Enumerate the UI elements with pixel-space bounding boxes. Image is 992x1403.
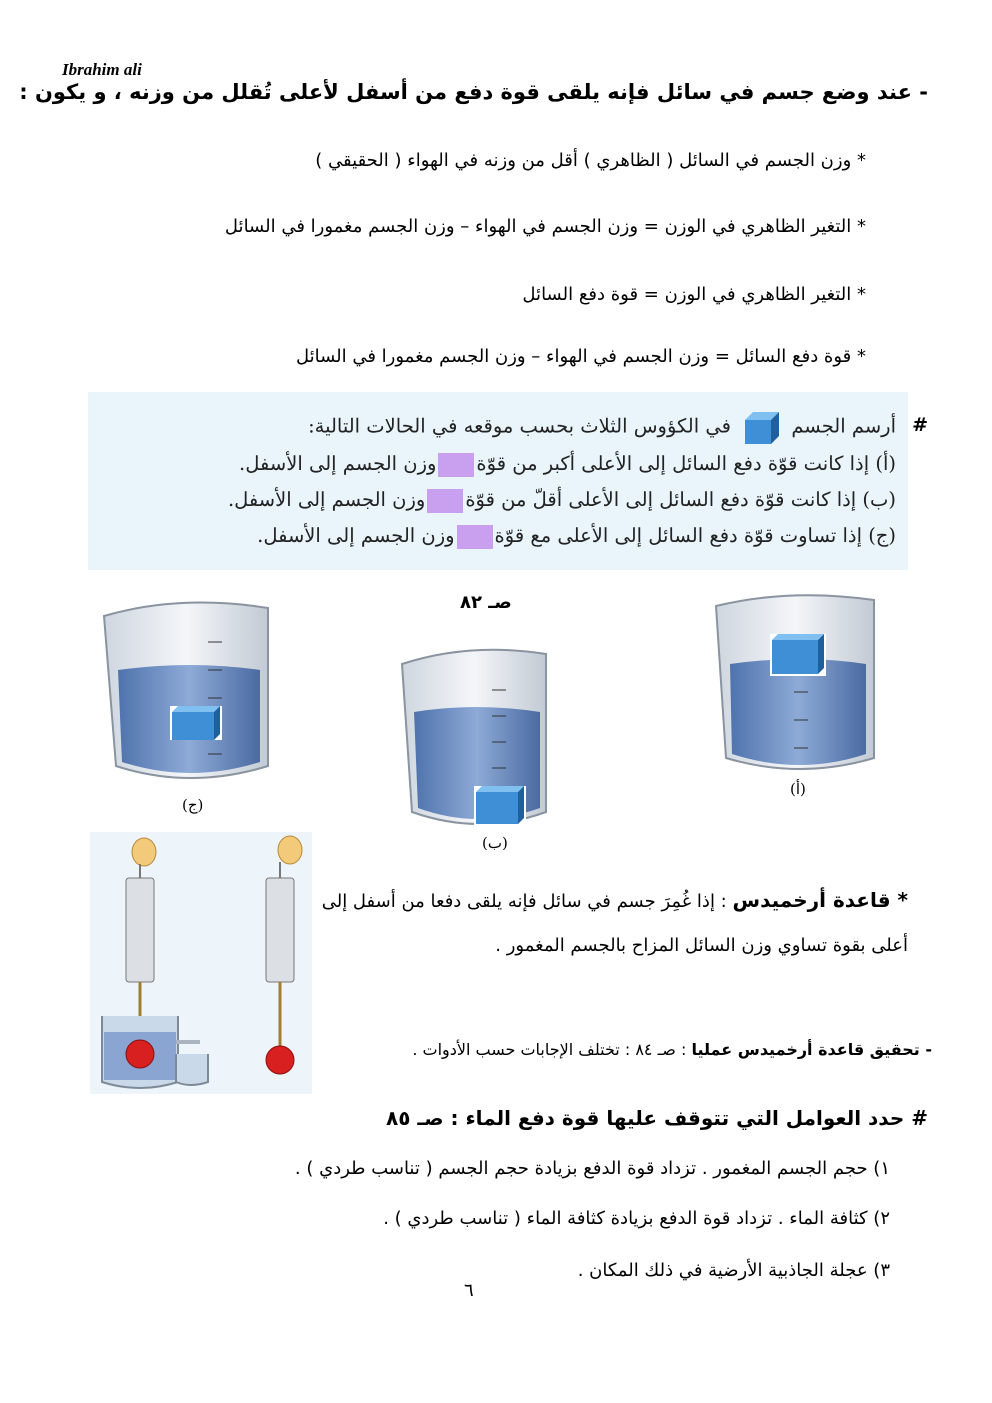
answer-box-c[interactable] [457,525,493,549]
bullet-2: * التغير الظاهري في الوزن = وزن الجسم في الهواء – وزن الجسم مغمورا في السائل [224,216,866,237]
bullet-1: * وزن الجسم في السائل ( الظاهري ) أقل من وزنه في الهواء ( الحقيقي ) [315,150,866,171]
case-a-line: (أ) إذا كانت قوّة دفع السائل إلى الأعلى أكبر من قوّةوزن الجسم إلى الأسفل. [239,452,896,475]
archimedes-title: * قاعدة أرخميدس [732,888,908,912]
beakers-figure [90,590,960,850]
beaker-c [104,603,268,814]
factor-3: ٣) عجلة الجاذبية الأرضية في ذلك المكان . [577,1260,890,1281]
author-name: Ibrahim ali [62,60,142,79]
beaker-b [402,650,546,850]
exercise-marker: # [912,414,928,436]
hand-icon-right [278,836,302,864]
cube-a [770,634,826,676]
spring-scale-right [266,878,294,982]
bullet-3: * التغير الظاهري في الوزن = قوة دفع السائل [522,284,866,305]
spring-balance-figure [90,832,312,1094]
cube-c [170,706,222,740]
answer-box-b[interactable] [427,489,463,513]
spring-scale-left [126,878,154,982]
beaker-a [716,595,874,798]
ball-in-air [266,1046,294,1074]
beaker-label-c: (ج) [182,796,204,814]
answer-box-a[interactable] [438,453,474,477]
cube-b [474,786,526,826]
archimedes-text: : إذا غُمِرَ جسم في سائل فإنه يلقى دفعا من أسفل إلى أعلى بقوة تساوي وزن السائل المزاح بالجسم المغمور . [321,891,908,956]
case-b-line: (ب) إذا كانت قوّة دفع السائل إلى الأعلى أقلّ من قوّةوزن الجسم إلى الأسفل. [227,488,896,511]
bullet-4: * قوة دفع السائل = وزن الجسم في الهواء – وزن الجسم مغمورا في السائل [295,346,866,367]
beaker-label-b: (ب) [482,834,508,850]
catch-beaker [176,1054,208,1085]
cube-icon [741,410,781,444]
factors-title: # حدد العوامل التي تتوقف عليها قوة دفع الماء : صـ ٨٥ [385,1106,928,1130]
exercise-instruction: أرسم الجسم في الكؤوس الثلاث بحسب موقعه في الحالات التالية: [308,410,896,444]
archimedes-rule [308,878,908,968]
page-number: ٦ [464,1280,474,1301]
ball-submerged [126,1040,154,1068]
beaker-label-a: (أ) [790,780,806,798]
hand-icon [132,838,156,866]
intro-text: - عند وضع جسم في سائل فإنه يلقى قوة دفع من أسفل لأعلى تُقلل من وزنه ، و يكون : [19,80,928,104]
factor-1: ١) حجم الجسم المغمور . تزداد قوة الدفع بزيادة حجم الجسم ( تناسب طردي ) . [294,1158,890,1179]
factor-2: ٢) كثافة الماء . تزداد قوة الدفع بزيادة كثافة الماء ( تناسب طردي ) . [383,1208,890,1229]
verify-line: - تحقيق قاعدة أرخميدس عمليا : صـ ٨٤ : تختلف الإجابات حسب الأدوات . [412,1040,932,1059]
case-c-line: (ج) إذا تساوت قوّة دفع السائل إلى الأعلى مع قوّةوزن الجسم إلى الأسفل. [257,524,896,547]
page-reference: صـ ٨٢ [460,592,512,613]
